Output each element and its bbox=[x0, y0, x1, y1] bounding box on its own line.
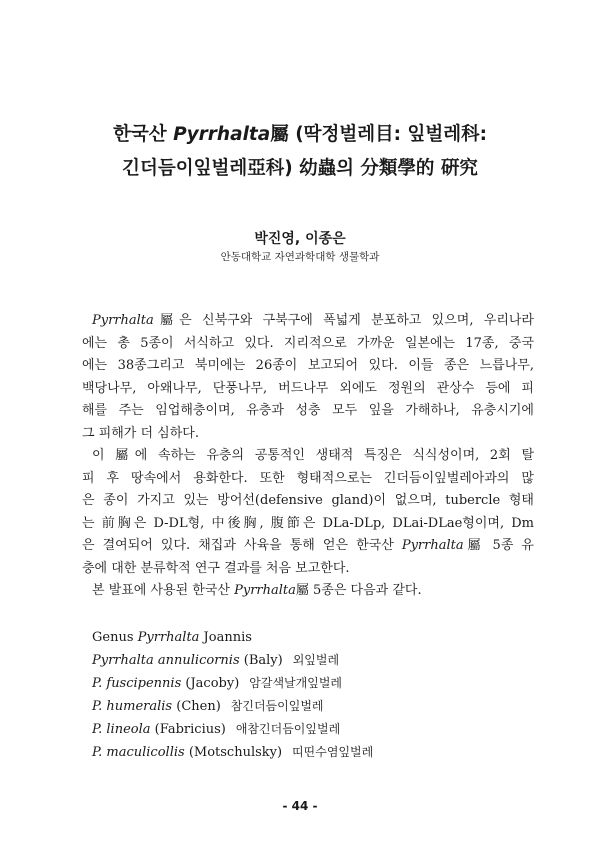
species-list bbox=[92, 626, 512, 764]
species-item: P. fuscipennis (Jacoby) 암갈색날개잎벌레 bbox=[92, 676, 343, 691]
text-line: Pyrrhalta屬은 신북구와 구북구에 폭넓게 분포하고 있으며, 우리나라 bbox=[92, 313, 534, 328]
korean-name: 외잎벌레 bbox=[292, 653, 340, 667]
title-line-2: 긴더듬이잎벌레亞科) 幼蟲의 分類學的 硏究 bbox=[122, 158, 478, 179]
paragraph bbox=[82, 445, 534, 580]
text-line: 그 피해가 더 심하다. bbox=[82, 425, 199, 441]
korean-name: 암갈색날개잎벌레 bbox=[249, 676, 343, 690]
text-line: 는 前胸은 D-DL형, 中後胸, 腹節은 DLa-DLp, DLai-DLae형이며, Dm bbox=[82, 515, 534, 531]
text-line: 백당나무, 아왜나무, 단풍나무, 버드나무 외에도 정원의 관상수 등에 피 bbox=[82, 380, 534, 396]
species-item: P. maculicollis (Motschulsky) 띠띤수염잎벌레 bbox=[92, 745, 374, 760]
korean-name: 띠띤수염잎벌레 bbox=[292, 745, 374, 759]
text-line: 해를 주는 임업해충이며, 유충과 성충 모두 잎을 가해하나, 유충시기에 bbox=[82, 403, 534, 418]
title-genus: Pyrrhalta bbox=[173, 124, 271, 145]
paragraph bbox=[82, 310, 534, 445]
genus-line: Genus Pyrrhalta Joannis bbox=[92, 630, 252, 645]
text-line: 은 종이 가지고 있는 방어선(defensive gland)이 없으며, tubercle 형태 bbox=[82, 493, 534, 508]
text-line: 충에 대한 분류학적 연구 결과를 처음 보고한다. bbox=[82, 560, 350, 576]
paragraph bbox=[82, 580, 534, 603]
title-line-1: 한국산 Pyrrhalta屬 (딱정벌레目: 잎벌레科: bbox=[113, 124, 487, 145]
affiliation: 안동대학교 자연과학대학 생물학과 bbox=[220, 251, 380, 263]
species-item: P. humeralis (Chen) 참긴더듬이잎벌레 bbox=[92, 699, 324, 714]
text-line: 에는 38종그리고 북미에는 26종이 보고되어 있다. 이들 종은 느릅나무, bbox=[82, 358, 534, 373]
text-line: 에는 총 5종이 서식하고 있다. 지리적으로 가까운 일본에는 17종, 중국 bbox=[82, 335, 534, 351]
author-names: 박진영, 이종은 bbox=[254, 231, 346, 247]
species-item: P. lineola (Fabricius) 애참긴더듬이잎벌레 bbox=[92, 722, 341, 737]
korean-name: 애참긴더듬이잎벌레 bbox=[235, 722, 341, 736]
abstract-body bbox=[82, 310, 534, 603]
species-item: Pyrrhalta annulicornis (Baly) 외잎벌레 bbox=[92, 653, 340, 668]
text-line: 은 결여되어 있다. 채집과 사육을 통해 얻은 한국산 Pyrrhalta屬 5종 유 bbox=[82, 538, 534, 553]
text-line: 본 발표에 사용된 한국산 Pyrrhalta屬 5종은 다음과 같다. bbox=[92, 583, 422, 598]
page-number: - 44 - bbox=[282, 799, 318, 813]
species-items bbox=[92, 649, 512, 764]
text-line: 이 屬에 속하는 유충의 공통적인 생태적 특징은 식식성이며, 2회 탈 bbox=[92, 448, 534, 463]
korean-name: 참긴더듬이잎벌레 bbox=[230, 699, 324, 713]
text-line: 피 후 땅속에서 용화한다. 또한 형태적으로는 긴더듬이잎벌레아과의 많 bbox=[82, 470, 534, 486]
paper-title bbox=[60, 118, 540, 186]
